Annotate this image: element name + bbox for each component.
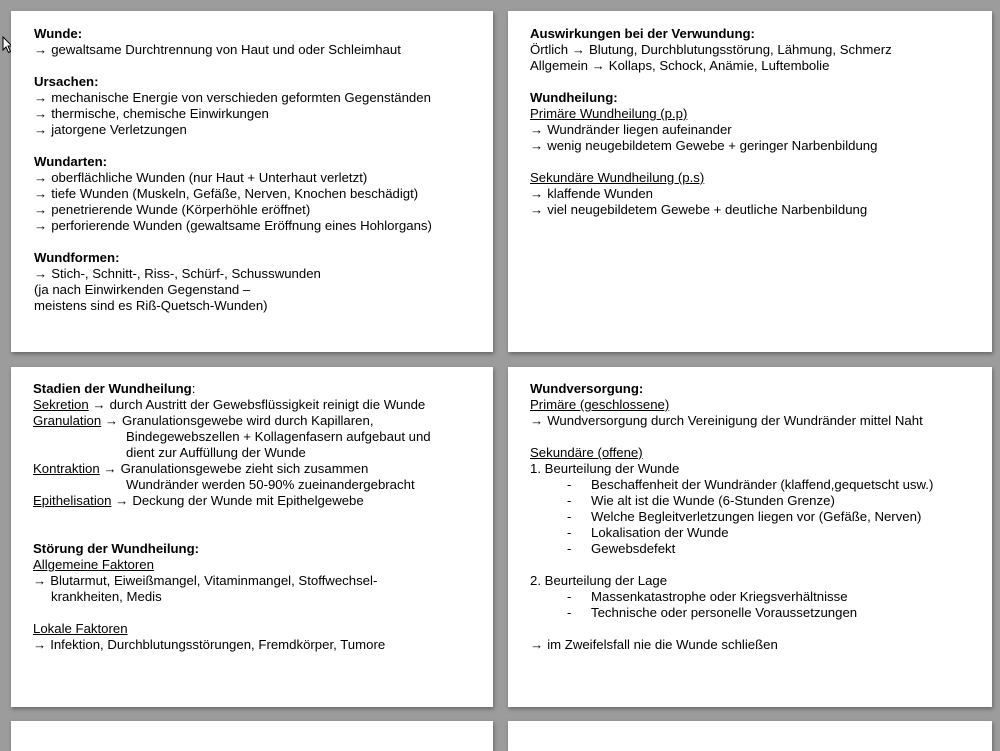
list-item [530, 202, 992, 218]
list-item [530, 122, 992, 138]
dash-bullet: - [567, 589, 572, 604]
arrow-icon: → [530, 637, 544, 652]
item-text: Blutung, Durchblutungsstörung, Lähmung, Schmerz [588, 42, 892, 57]
item-continuation: dient zur Auffüllung der Wunde [126, 445, 306, 460]
heading-colon: : [191, 381, 196, 396]
slide-thumbnail-2[interactable] [508, 11, 992, 352]
dash-bullet: - [567, 605, 572, 620]
item-text: Wundränder liegen aufeinander [547, 122, 732, 137]
heading-wundformen: Wundformen: [34, 250, 120, 265]
slide-thumbnail-3[interactable] [11, 367, 493, 707]
subheading-primaer: Primäre Wundheilung (p.p) [530, 106, 688, 121]
item-text: Blutarmut, Eiweißmangel, Vitaminmangel, Stoffwechsel- [50, 573, 378, 588]
list-item [33, 413, 493, 429]
item-text: Infektion, Durchblutungsstörungen, Fremdkörper, Tumore [50, 637, 386, 652]
item-text: Welche Begleitverletzungen liegen vor (Gefäße, Nerven) [591, 509, 922, 524]
list-item [34, 90, 493, 106]
arrow-icon: → [34, 170, 48, 185]
item-text: Beschaffenheit der Wundränder (klaffend,gequetscht usw.) [591, 477, 934, 492]
arrow-icon: → [530, 202, 544, 217]
slide-thumbnail-5[interactable] [11, 721, 493, 751]
heading-auswirkungen: Auswirkungen bei der Verwundung: [530, 26, 755, 41]
item-text: viel neugebildetem Gewebe + deutliche Narbenbildung [547, 202, 868, 217]
arrow-icon: → [34, 122, 48, 137]
item-text: durch Austritt der Gewebsflüssigkeit reinigt die Wunde [109, 397, 426, 412]
item-text: Granulationsgewebe wird durch Kapillaren, [122, 413, 374, 428]
heading-stadien [33, 381, 493, 397]
arrow-icon: → [530, 413, 544, 428]
subheading-primaer: Primäre (geschlossene) [530, 397, 670, 412]
slide-thumbnail-6[interactable] [508, 721, 992, 751]
list-item [34, 202, 493, 218]
dash-bullet: - [567, 509, 572, 524]
arrow-icon: → [530, 186, 544, 201]
arrow-icon: → [34, 202, 48, 217]
list-item [530, 413, 992, 429]
item-text: tiefe Wunden (Muskeln, Gefäße, Nerven, Knochen beschädigt) [51, 186, 419, 201]
item-text: gewaltsame Durchtrennung von Haut und oder Schleimhaut [51, 42, 401, 57]
item-text: Gewebsdefekt [591, 541, 676, 556]
list-item [530, 637, 992, 653]
item-continuation: Bindegewebszellen + Kollagenfasern aufgebaut und [126, 429, 431, 444]
slide-thumbnail-4[interactable] [508, 367, 992, 707]
arrow-icon: → [34, 42, 48, 57]
arrow-icon: → [103, 461, 117, 476]
arrow-icon: → [34, 186, 48, 201]
arrow-icon: → [530, 138, 544, 153]
item-text: klaffende Wunden [547, 186, 654, 201]
item-continuation: krankheiten, Medis [51, 589, 162, 604]
list-item [530, 42, 992, 58]
arrow-icon: → [591, 58, 605, 73]
list-item [530, 186, 992, 202]
item-text: Wundversorgung durch Vereinigung der Wundränder mittel Naht [547, 413, 923, 428]
item-label: Örtlich [530, 42, 569, 57]
item-text: Deckung der Wunde mit Epithelgewebe [132, 493, 364, 508]
item-label: Epithelisation [33, 493, 112, 508]
list-item [530, 138, 992, 154]
arrow-icon: → [33, 637, 47, 652]
item-label: Allgemein [530, 58, 588, 73]
heading-wundheilung: Wundheilung: [530, 90, 618, 105]
arrow-icon: → [34, 90, 48, 105]
note-text: (ja nach Einwirkenden Gegenstand – [34, 282, 251, 297]
list-item [34, 122, 493, 138]
list-item [33, 573, 493, 589]
arrow-icon: → [34, 218, 48, 233]
list-item [33, 493, 493, 509]
item-text: Wie alt ist die Wunde (6-Stunden Grenze) [591, 493, 835, 508]
slide-thumbnail-1[interactable] [11, 11, 493, 352]
list-item [530, 58, 992, 74]
list-item [34, 186, 493, 202]
item-text: Lokalisation der Wunde [591, 525, 729, 540]
item-label: Granulation [33, 413, 102, 428]
list-item [33, 637, 493, 653]
dash-bullet: - [567, 525, 572, 540]
sub-list-item [530, 477, 992, 493]
subheading-sekundaer: Sekundäre (offene) [530, 445, 643, 460]
arrow-icon: → [33, 573, 47, 588]
item-text: perforierende Wunden (gewaltsame Eröffnung eines Hohlorgans) [51, 218, 432, 233]
item-text: thermische, chemische Einwirkungen [51, 106, 269, 121]
sub-list-item [530, 541, 992, 557]
sub-list-item [530, 509, 992, 525]
arrow-icon: → [104, 413, 119, 428]
list-item [34, 266, 493, 282]
heading-wundversorgung: Wundversorgung: [530, 381, 644, 396]
heading-ursachen: Ursachen: [34, 74, 99, 89]
item-label: Kontraktion [33, 461, 100, 476]
arrow-icon: → [34, 106, 48, 121]
item-text: im Zweifelsfall nie die Wunde schließen [547, 637, 778, 652]
arrow-icon: → [115, 493, 129, 508]
item-text: Technische oder personelle Voraussetzungen [591, 605, 858, 620]
item-continuation: Wundränder werden 50-90% zueinandergebracht [126, 477, 415, 492]
item-text: wenig neugebildetem Gewebe + geringer Narbenbildung [547, 138, 878, 153]
item-text: Kollaps, Schock, Anämie, Luftembolie [608, 58, 830, 73]
list-item [34, 106, 493, 122]
dash-bullet: - [567, 477, 572, 492]
heading-wundarten: Wundarten: [34, 154, 108, 169]
numbered-item: 1. Beurteilung der Wunde [530, 461, 680, 476]
item-text: penetrierende Wunde (Körperhöhle eröffnet) [51, 202, 311, 217]
list-item [34, 218, 493, 234]
note-text: meistens sind es Riß-Quetsch-Wunden) [34, 298, 268, 313]
item-text: oberflächliche Wunden (nur Haut + Unterhaut verletzt) [51, 170, 368, 185]
heading-text: Stadien der Wundheilung [33, 381, 192, 396]
item-text: Stich-, Schnitt-, Riss-, Schürf-, Schusswunden [51, 266, 321, 281]
dash-bullet: - [567, 541, 572, 556]
dash-bullet: - [567, 493, 572, 508]
list-item [33, 461, 493, 477]
list-item [34, 170, 493, 186]
numbered-item: 2. Beurteilung der Lage [530, 573, 668, 588]
list-item [33, 397, 493, 413]
sub-list-item [530, 605, 992, 621]
item-label: Sekretion [33, 397, 89, 412]
arrow-icon: → [530, 122, 544, 137]
item-text: Massenkatastrophe oder Kriegsverhältnisse [591, 589, 848, 604]
arrow-icon: → [92, 397, 106, 412]
sub-list-item [530, 525, 992, 541]
sub-list-item [530, 493, 992, 509]
arrow-icon: → [571, 42, 585, 57]
subheading-sekundaer: Sekundäre Wundheilung (p.s) [530, 170, 705, 185]
list-item [34, 42, 493, 58]
item-text: jatorgene Verletzungen [51, 122, 187, 137]
subheading-allgemeine-faktoren: Allgemeine Faktoren [33, 557, 154, 572]
sub-list-item [530, 589, 992, 605]
item-text: mechanische Energie von verschieden geformten Gegenständen [51, 90, 431, 105]
item-text: Granulationsgewebe zieht sich zusammen [120, 461, 369, 476]
subheading-lokale-faktoren: Lokale Faktoren [33, 621, 128, 636]
arrow-icon: → [34, 266, 48, 281]
heading-wunde: Wunde: [34, 26, 83, 41]
heading-stoerung: Störung der Wundheilung: [33, 541, 200, 556]
